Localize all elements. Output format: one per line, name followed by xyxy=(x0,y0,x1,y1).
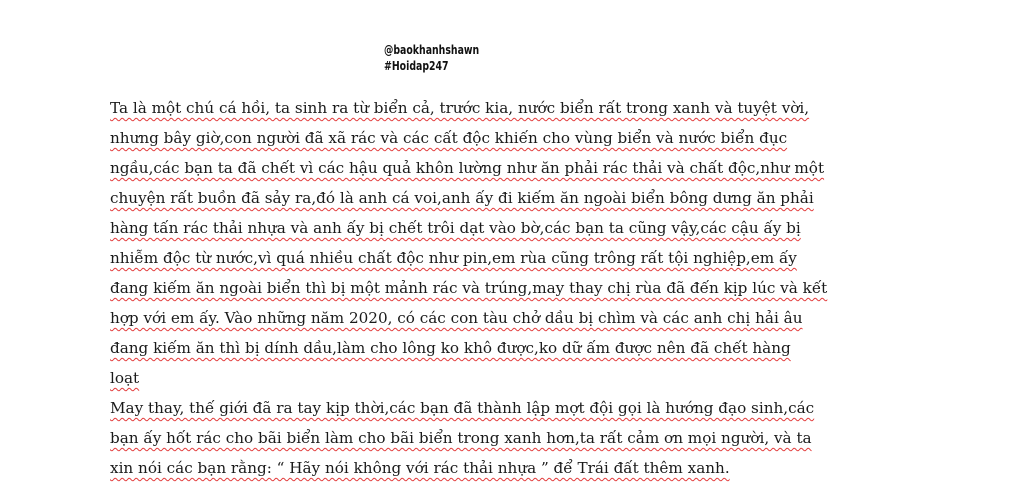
text-line: nhiễm độc từ nước,vì quá nhiều chất độc như pin,em rùa cũng trông rất tội nghiệp,em ấy xyxy=(110,249,797,267)
author-header xyxy=(384,42,479,74)
text-line: xin nói các bạn rằng: “ Hãy nói không với rác thải nhựa ” để Trái đất thêm xanh. xyxy=(110,459,730,477)
text-line: hàng tấn rác thải nhựa và anh ấy bị chết trôi dạt vào bờ,các bạn ta cũng vậy,các cậu ấy bị xyxy=(110,219,801,237)
text-line: loạt xyxy=(110,369,140,387)
text-line: Ta là một chú cá hồi, ta sinh ra từ biển cả, trước kia, nước biển rất trong xanh và tuyệt vời, xyxy=(110,99,810,117)
text-line: đang kiếm ăn thì bị dính dầu,làm cho lông ko khô được,ko dữ ấm được nên đã chết hàng xyxy=(110,339,791,357)
hashtag: #Hoidap247 xyxy=(384,59,449,73)
text-line: chuyện rất buồn đã sảy ra,đó là anh cá voi,anh ấy đi kiếm ăn ngoài biển bông dưng ăn phải xyxy=(110,189,814,207)
author-handle: @baokhanhshawn xyxy=(384,43,480,57)
text-line: ngầu,các bạn ta đã chết vì các hậu quả khôn lường như ăn phải rác thải và chất độc,như một xyxy=(110,159,825,177)
text-line: bạn ấy hốt rác cho bãi biển làm cho bãi biển trong xanh hơn,ta rất cảm ơn mọi người, và ta xyxy=(110,429,812,447)
text-line: hợp với em ấy. Vào những năm 2020, có các con tàu chở dầu bị chìm và các anh chị hải âu xyxy=(110,309,803,327)
text-line: đang kiếm ăn ngoài biển thì bị một mảnh rác và trúng,may thay chị rùa đã đến kịp lúc và kết xyxy=(110,279,828,297)
text-line: May thay, thế giới đã ra tay kịp thời,các bạn đã thành lập mợt đội gọi là hướng đạo sinh,các xyxy=(110,399,815,417)
text-line: nhưng bây giờ,con người đã xã rác và các cất độc khiến cho vùng biển và nước biển đục xyxy=(110,129,788,147)
essay-text xyxy=(110,93,870,483)
